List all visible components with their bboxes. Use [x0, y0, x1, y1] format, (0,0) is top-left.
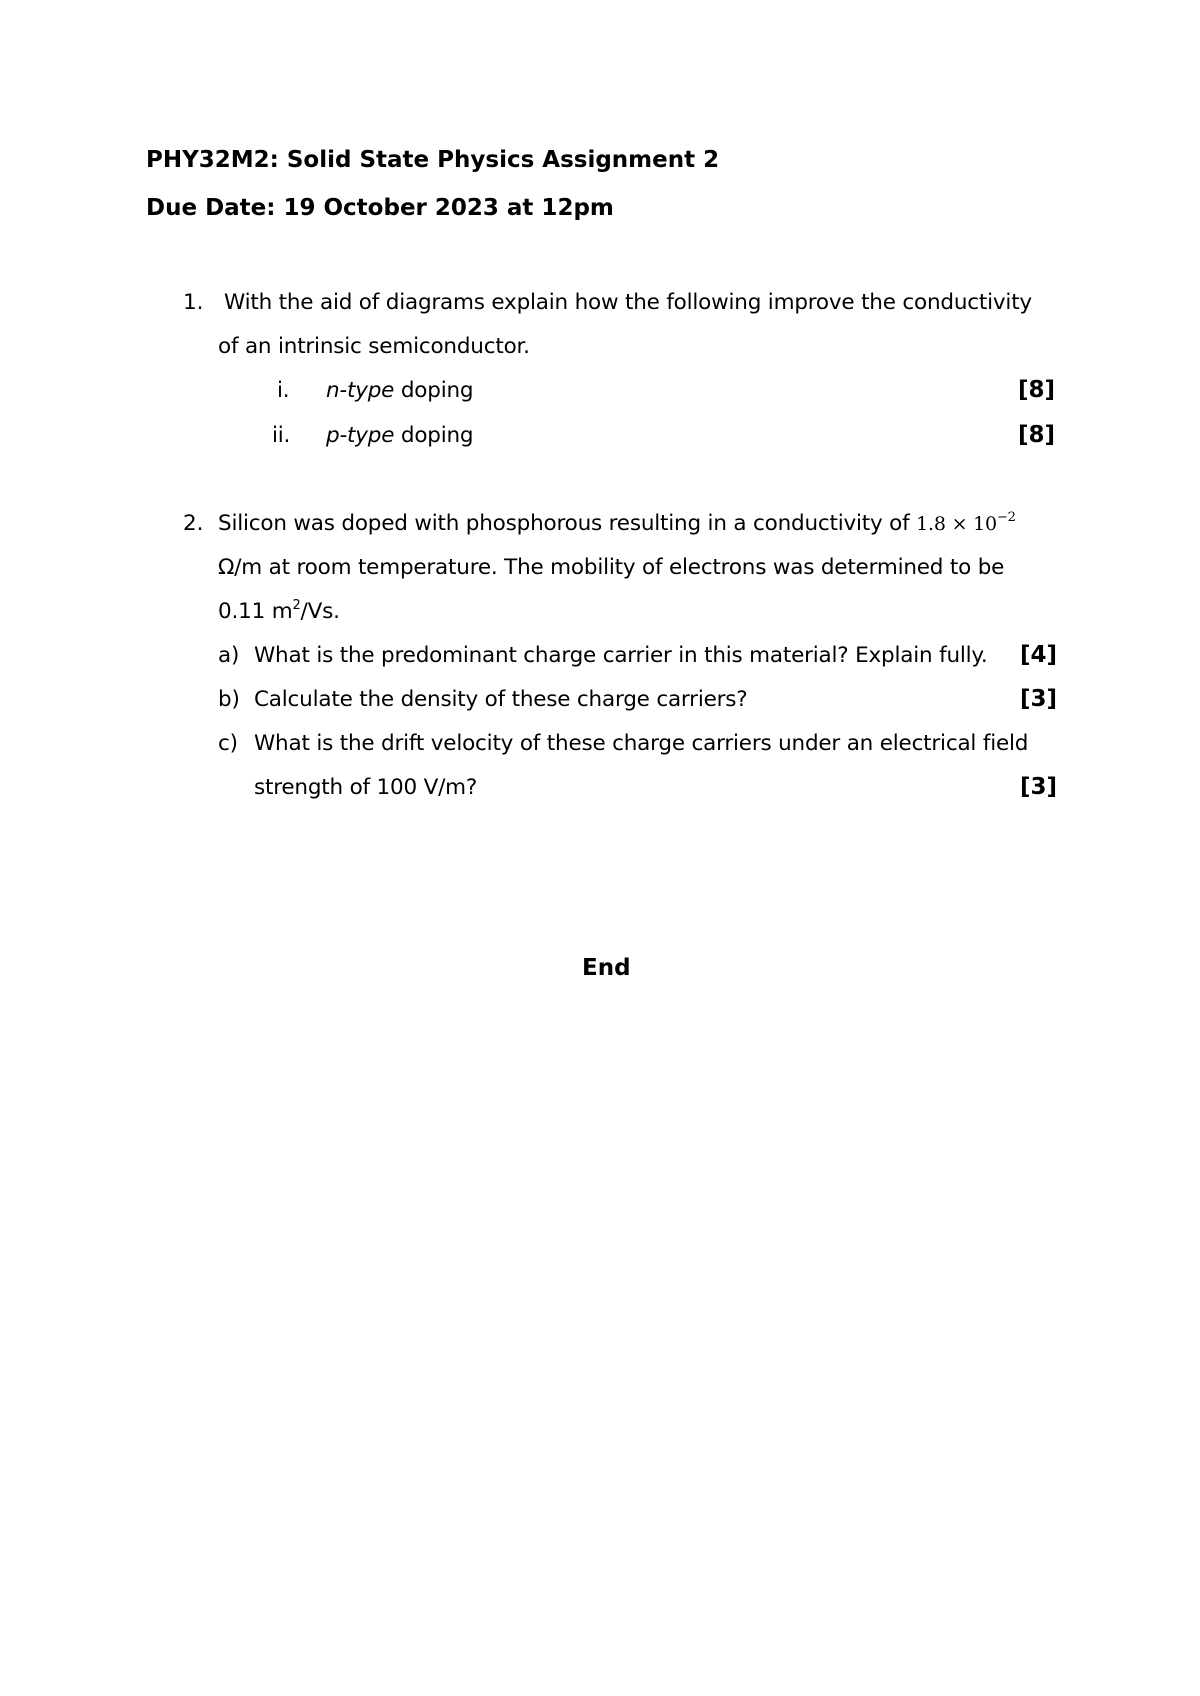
question-2-part-b-label: b) — [218, 687, 240, 712]
question-2-part-c-text-line2: strength of 100 V/m? — [254, 775, 478, 800]
question-1-item-i-label: i. — [277, 378, 290, 403]
due-date: Due Date: 19 October 2023 at 12pm — [146, 195, 614, 221]
question-1-item-i-text: n-type doping — [326, 378, 474, 403]
question-1-number: 1. — [183, 290, 204, 315]
question-2-part-c-label: c) — [218, 731, 238, 756]
question-1-item-ii-label: ii. — [272, 423, 291, 448]
question-2-text-line3: 0.11 $m^2/Vs$. — [218, 598, 340, 624]
question-2-part-b-text: Calculate the density of these charge carriers? — [254, 687, 748, 712]
question-2-part-a-marks: [4] — [1020, 642, 1058, 668]
question-2-part-c-marks: [3] — [1020, 774, 1058, 800]
question-2-part-a-label: a) — [218, 643, 240, 668]
question-1-item-i-marks: [8] — [1018, 377, 1056, 403]
question-2-part-c-text-line1: What is the drift velocity of these charge carriers under an electrical field — [254, 731, 1029, 756]
end-label: End — [582, 955, 631, 981]
question-2-part-a-text: What is the predominant charge carrier in this material? Explain fully. — [254, 643, 988, 668]
assignment-title: PHY32M2: Solid State Physics Assignment 2 — [146, 147, 720, 173]
question-1-text-line1: With the aid of diagrams explain how the following improve the conductivity — [224, 290, 1032, 315]
question-1-item-ii-text: p-type doping — [326, 423, 474, 448]
question-2-text-line2: Ω/m at room temperature. The mobility of electrons was determined to be — [218, 555, 1005, 580]
question-1-item-ii-marks: [8] — [1018, 422, 1056, 448]
question-2-number: 2. — [183, 511, 204, 536]
question-1-text-line2: of an intrinsic semiconductor. — [218, 334, 530, 359]
question-2-text-line1: Silicon was doped with phosphorous resulting in a conductivity of $1.8 \times 10^{-2}$ — [218, 510, 1016, 536]
question-2-part-b-marks: [3] — [1020, 686, 1058, 712]
